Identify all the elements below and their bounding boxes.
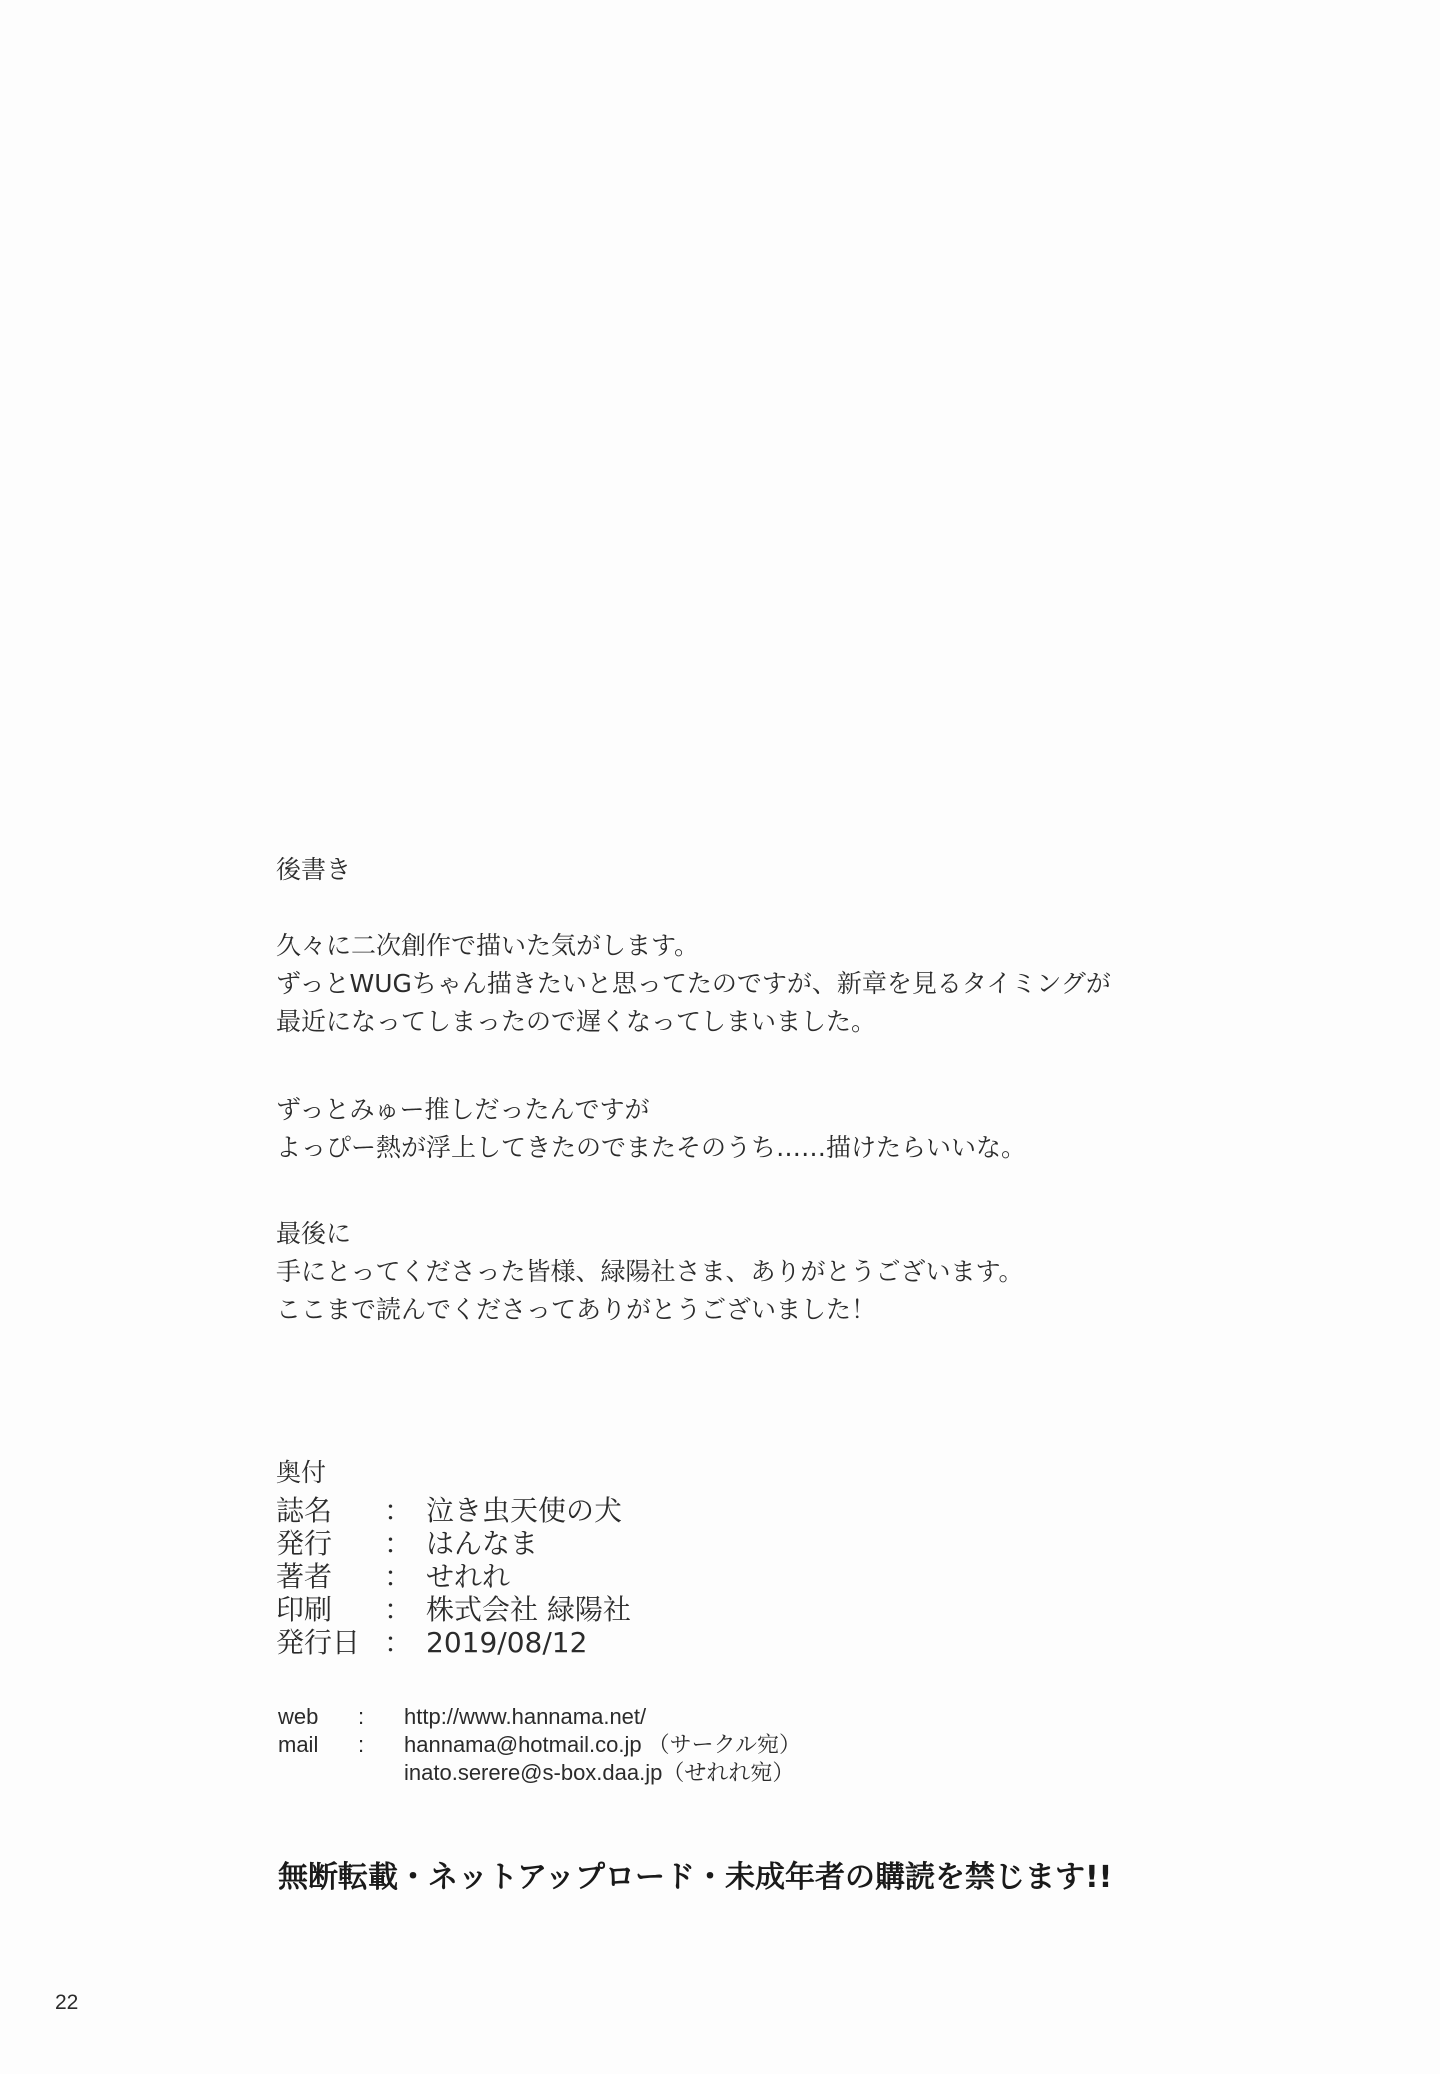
- text-line: 最後に: [276, 1219, 352, 1248]
- colophon-label: 発行日: [276, 1626, 361, 1659]
- contact-label: mail: [278, 1732, 319, 1757]
- contact-info: [278, 1703, 801, 1787]
- contact-row-web: [278, 1703, 801, 1731]
- colophon-row-printer: [276, 1593, 631, 1626]
- colophon-value: 泣き虫天使の犬: [426, 1494, 623, 1527]
- text-line: 手にとってくださった皆様、緑陽社さま、ありがとうございます。: [276, 1257, 1024, 1286]
- colophon-separator: ：: [384, 1527, 413, 1560]
- colophon-separator: ：: [384, 1626, 413, 1659]
- contact-label: [278, 1759, 358, 1787]
- text-line: よっぴー熱が浮上してきたのでまたそのうち……描けたらいいな。: [276, 1133, 1027, 1162]
- colophon-row-date: [276, 1626, 631, 1659]
- colophon-separator: ：: [384, 1560, 413, 1593]
- colophon-label: 著者: [276, 1560, 333, 1593]
- text-line: ここまで読んでくださってありがとうございました！: [276, 1295, 877, 1324]
- colophon-row-publisher: [276, 1527, 631, 1560]
- text-line: ずっとWUGちゃん描きたいと思ってたのですが、新章を見るタイミングが: [276, 969, 1111, 998]
- afterword-paragraph-1: [276, 927, 1111, 1041]
- colophon-table: [276, 1494, 631, 1659]
- colophon-value: はんなま: [426, 1527, 539, 1560]
- contact-separator: :: [358, 1732, 365, 1757]
- contact-row-mail: [278, 1731, 801, 1759]
- colophon-row-author: [276, 1560, 631, 1593]
- contact-separator: :: [358, 1704, 365, 1729]
- contact-row-mail-2: [278, 1759, 801, 1787]
- colophon-label: 印刷: [276, 1593, 333, 1626]
- colophon-separator: ：: [384, 1494, 413, 1527]
- reproduction-warning: 無断転載・ネットアップロード・未成年者の購読を禁じます!!: [278, 1860, 1113, 1895]
- circle-email: hannama@hotmail.co.jp （サークル宛）: [404, 1732, 802, 1757]
- text-line: ずっとみゅー推しだったんですが: [276, 1095, 650, 1124]
- colophon-separator: ：: [384, 1593, 413, 1626]
- contact-label: web: [278, 1704, 319, 1729]
- colophon-heading: 奥付: [276, 1458, 327, 1487]
- afterword-paragraph-2: [276, 1091, 1026, 1167]
- colophon-value: せれれ: [426, 1560, 511, 1593]
- colophon-row-title: [276, 1494, 631, 1527]
- text-line: 最近になってしまったので遅くなってしまいました。: [276, 1007, 877, 1036]
- colophon-value: 2019/08/12: [426, 1626, 588, 1659]
- colophon-label: 誌名: [276, 1494, 333, 1527]
- author-email: inato.serere@s-box.daa.jp（せれれ宛）: [404, 1760, 795, 1785]
- page-number: 22: [55, 1991, 79, 2014]
- contact-separator: [358, 1759, 404, 1787]
- afterword-paragraph-3: [276, 1215, 1024, 1329]
- website-url: http://www.hannama.net/: [404, 1704, 647, 1729]
- text-line: 久々に二次創作で描いた気がします。: [276, 931, 700, 960]
- colophon-label: 発行: [276, 1527, 333, 1560]
- afterword-heading: 後書き: [276, 855, 352, 884]
- colophon-value: 株式会社 緑陽社: [426, 1593, 631, 1626]
